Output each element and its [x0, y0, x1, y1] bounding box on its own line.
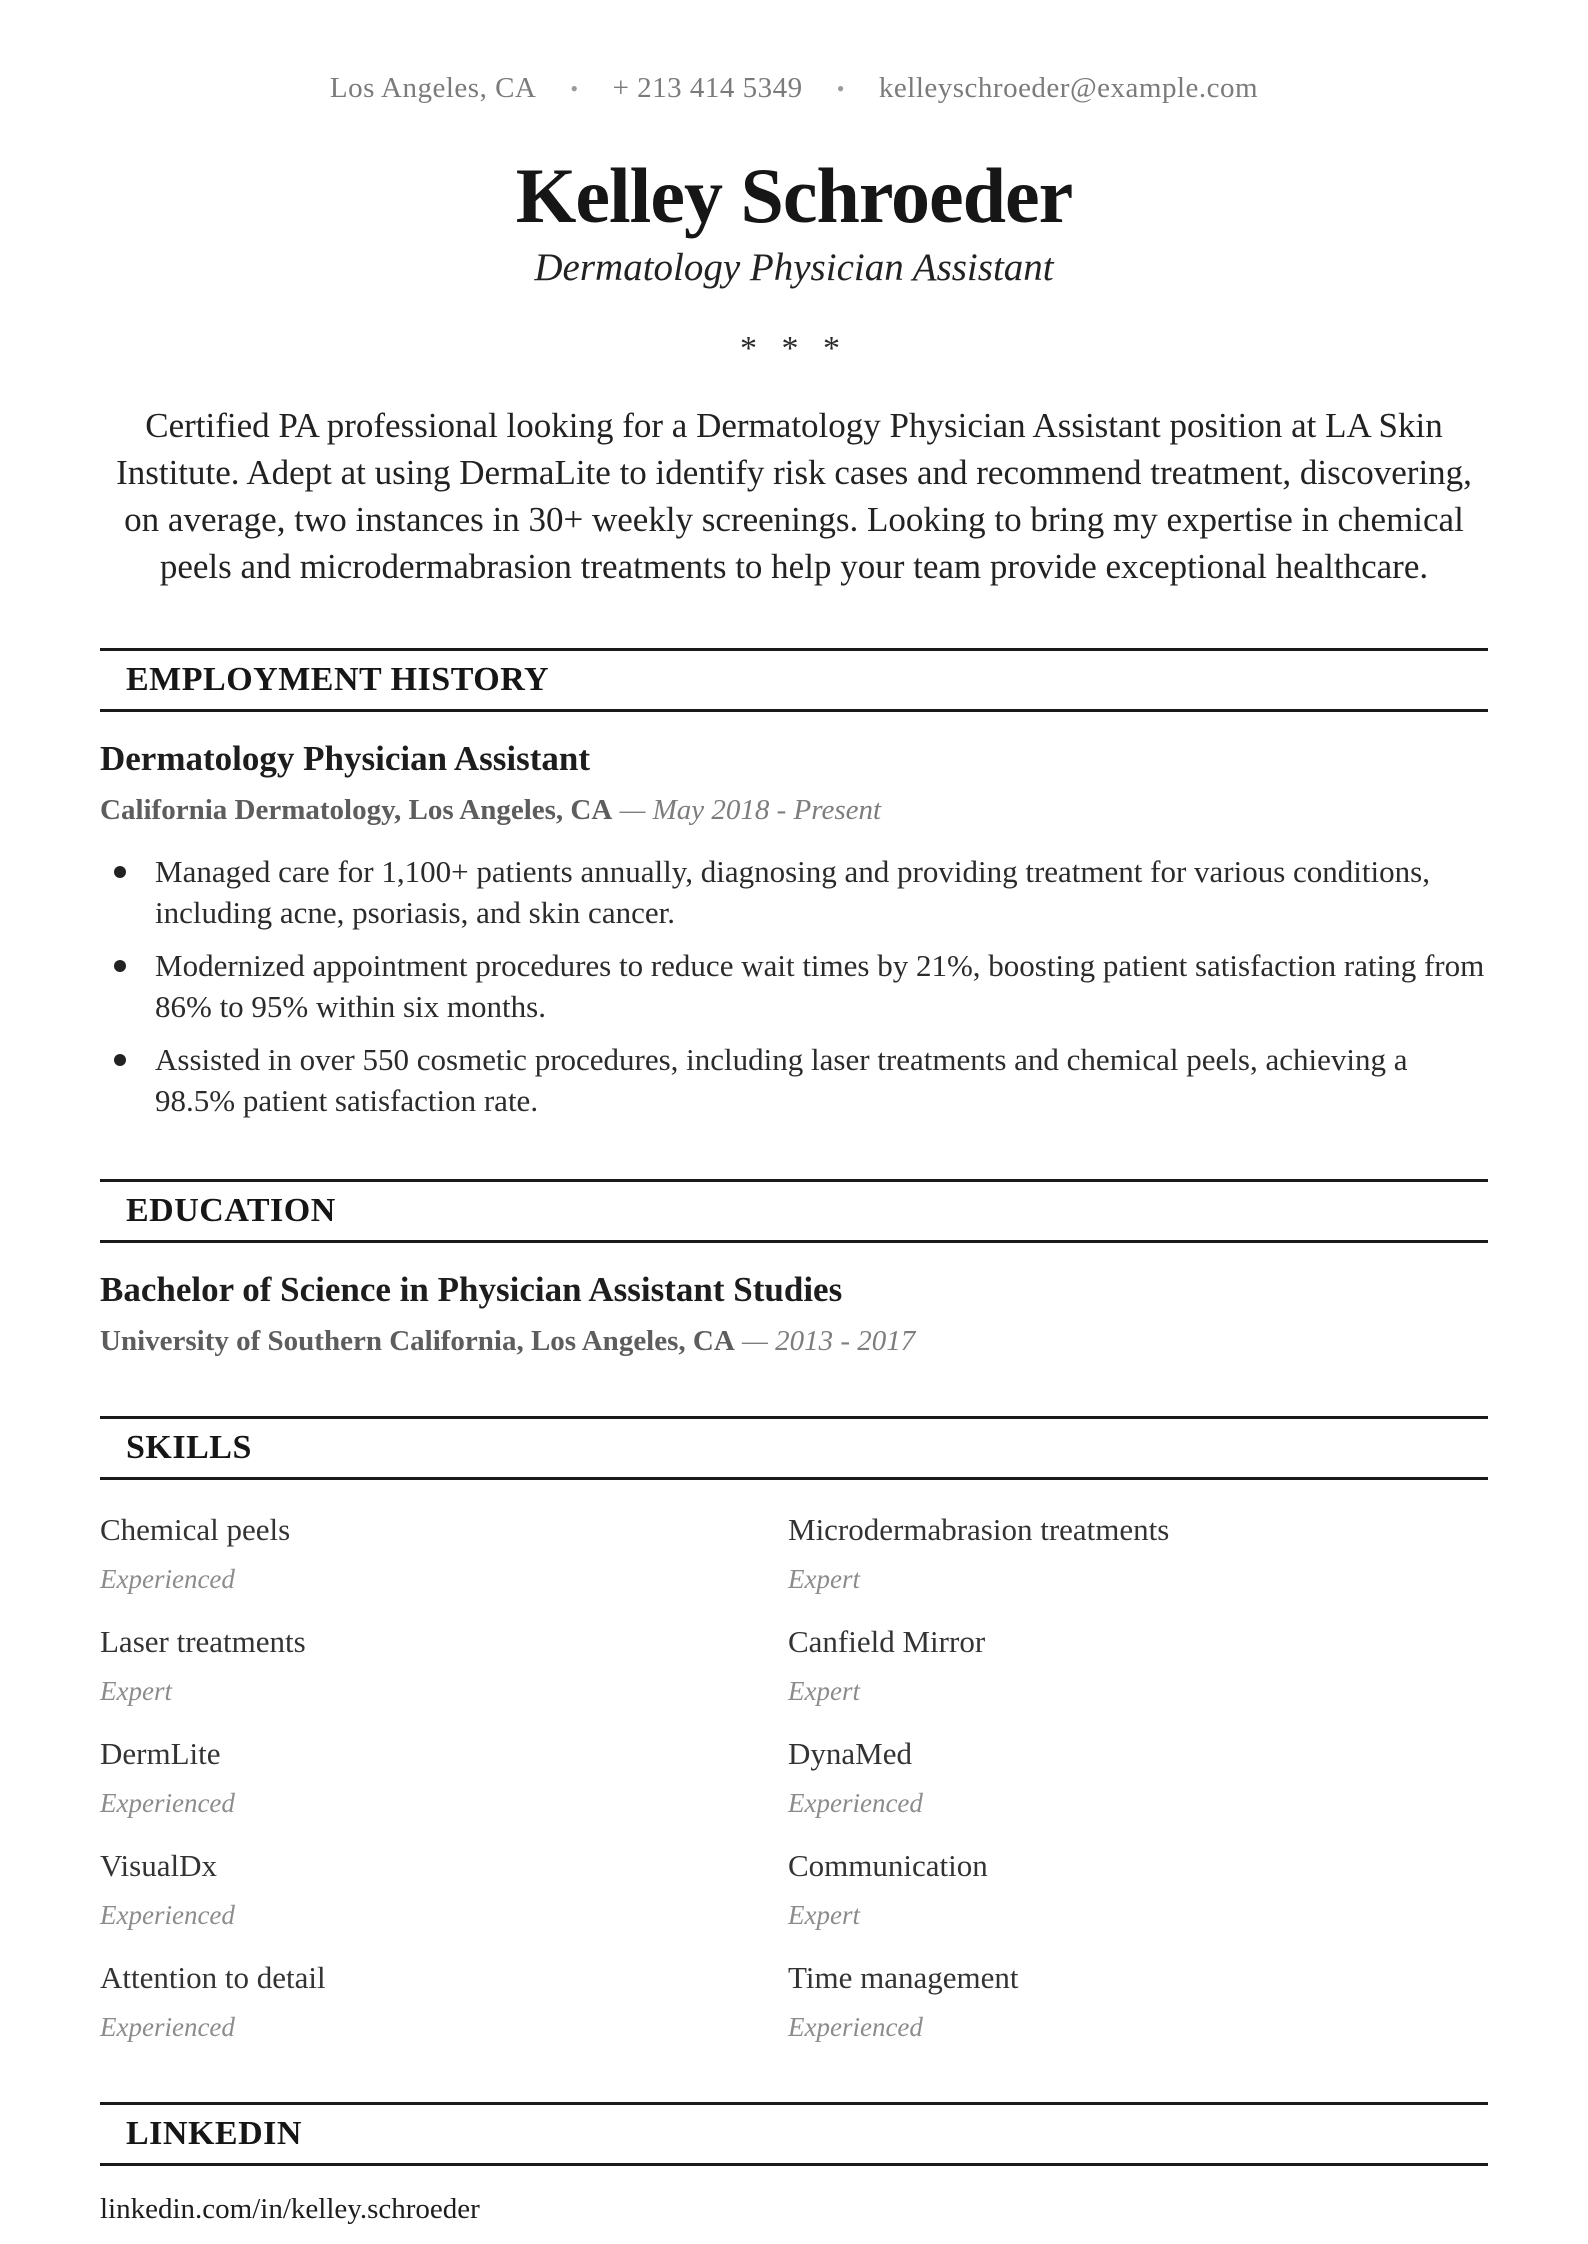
- job-bullet: Assisted in over 550 cosmetic procedures, including laser treatments and chemical peels, achieving a 98.5% patient satisfaction rate.: [100, 1039, 1488, 1121]
- skill-item: [788, 1734, 1488, 1820]
- linkedin-url: linkedin.com/in/kelley.schroeder: [100, 2192, 480, 2225]
- skill-item: [100, 1734, 788, 1820]
- job-meta-line: [100, 794, 1488, 827]
- skill-level: Expert: [788, 1563, 860, 1594]
- job-bullets: [100, 851, 1488, 1121]
- contact-phone: + 213 414 5349: [612, 72, 803, 104]
- skill-name: Canfield Mirror: [788, 1623, 986, 1659]
- skill-level: Experienced: [100, 1787, 235, 1818]
- contact-line: [100, 72, 1488, 105]
- skill-level: Experienced: [100, 1563, 235, 1594]
- skill-name: DermLite: [100, 1735, 221, 1771]
- skill-level: Expert: [788, 1675, 860, 1706]
- skill-name: Attention to detail: [100, 1959, 326, 1995]
- skill-item: [100, 1846, 788, 1932]
- person-name: Kelley Schroeder: [515, 152, 1073, 239]
- skill-level: Experienced: [788, 1787, 923, 1818]
- contact-location: Los Angeles, CA: [329, 72, 537, 104]
- skill-level: Expert: [100, 1675, 172, 1706]
- job-bullet: Modernized appointment procedures to reduce wait times by 21%, boosting patient satisfaction rating from 86% to 95% within six months.: [100, 945, 1488, 1027]
- skill-level: Experienced: [100, 2011, 235, 2042]
- section-title-employment-history: EMPLOYMENT HISTORY: [100, 648, 1488, 712]
- section-title-education: EDUCATION: [100, 1179, 1488, 1243]
- skill-item: [788, 1846, 1488, 1932]
- job-dates: — May 2018 - Present: [619, 793, 882, 826]
- skills-grid: [100, 1510, 1488, 2044]
- skill-item: [100, 1958, 788, 2044]
- section-title-skills: SKILLS: [100, 1416, 1488, 1480]
- contact-separator-dot: •: [836, 75, 845, 101]
- skill-name: Time management: [788, 1959, 1019, 1995]
- skill-name: Communication: [788, 1847, 988, 1883]
- skill-item: [100, 1622, 788, 1708]
- skill-item: [788, 1622, 1488, 1708]
- skill-item: [100, 1510, 788, 1596]
- job-company: California Dermatology, Los Angeles, CA: [100, 793, 613, 826]
- section-linkedin: [100, 2102, 1488, 2226]
- job-bullet: Managed care for 1,100+ patients annually, diagnosing and providing treatment for various conditions, including acne, psoriasis, and skin cancer.: [100, 851, 1488, 933]
- contact-separator-dot: •: [570, 75, 579, 101]
- section-title-linkedin: LINKEDIN: [100, 2102, 1488, 2166]
- skill-item: [788, 1958, 1488, 2044]
- education-dates: — 2013 - 2017: [742, 1324, 916, 1357]
- skill-name: DynaMed: [788, 1735, 912, 1771]
- person-job-title: Dermatology Physician Assistant: [534, 245, 1054, 289]
- skill-name: Microdermabrasion treatments: [788, 1511, 1170, 1547]
- skill-name: Chemical peels: [100, 1511, 291, 1547]
- skill-name: VisualDx: [100, 1847, 217, 1883]
- contact-email: kelleyschroeder@example.com: [878, 72, 1259, 104]
- section-education: [100, 1179, 1488, 1358]
- education-entry: [100, 1270, 1488, 1358]
- star-divider: * * *: [740, 329, 848, 367]
- skill-level: Experienced: [100, 1899, 235, 1930]
- skill-level: Expert: [788, 1899, 860, 1930]
- education-school: University of Southern California, Los Angeles, CA: [100, 1324, 735, 1357]
- degree-title: Bachelor of Science in Physician Assistant Studies: [100, 1269, 843, 1309]
- job-entry: [100, 739, 1488, 1121]
- section-employment-history: [100, 648, 1488, 1121]
- skill-item: [788, 1510, 1488, 1596]
- section-skills: [100, 1416, 1488, 2044]
- skill-name: Laser treatments: [100, 1623, 306, 1659]
- education-meta-line: [100, 1325, 1488, 1358]
- profile-summary: Certified PA professional looking for a Dermatology Physician Assistant position at LA Skin Institute. Adept at using DermaLite to identify risk cases and recommend treatment, discovering, on average, two instances in 30+ weekly screenings. Looking to bring my expertise in chemical peels and microdermabrasion treatments to help your team provide exceptional healthcare.: [116, 405, 1472, 586]
- skill-level: Experienced: [788, 2011, 923, 2042]
- job-title: Dermatology Physician Assistant: [100, 738, 590, 778]
